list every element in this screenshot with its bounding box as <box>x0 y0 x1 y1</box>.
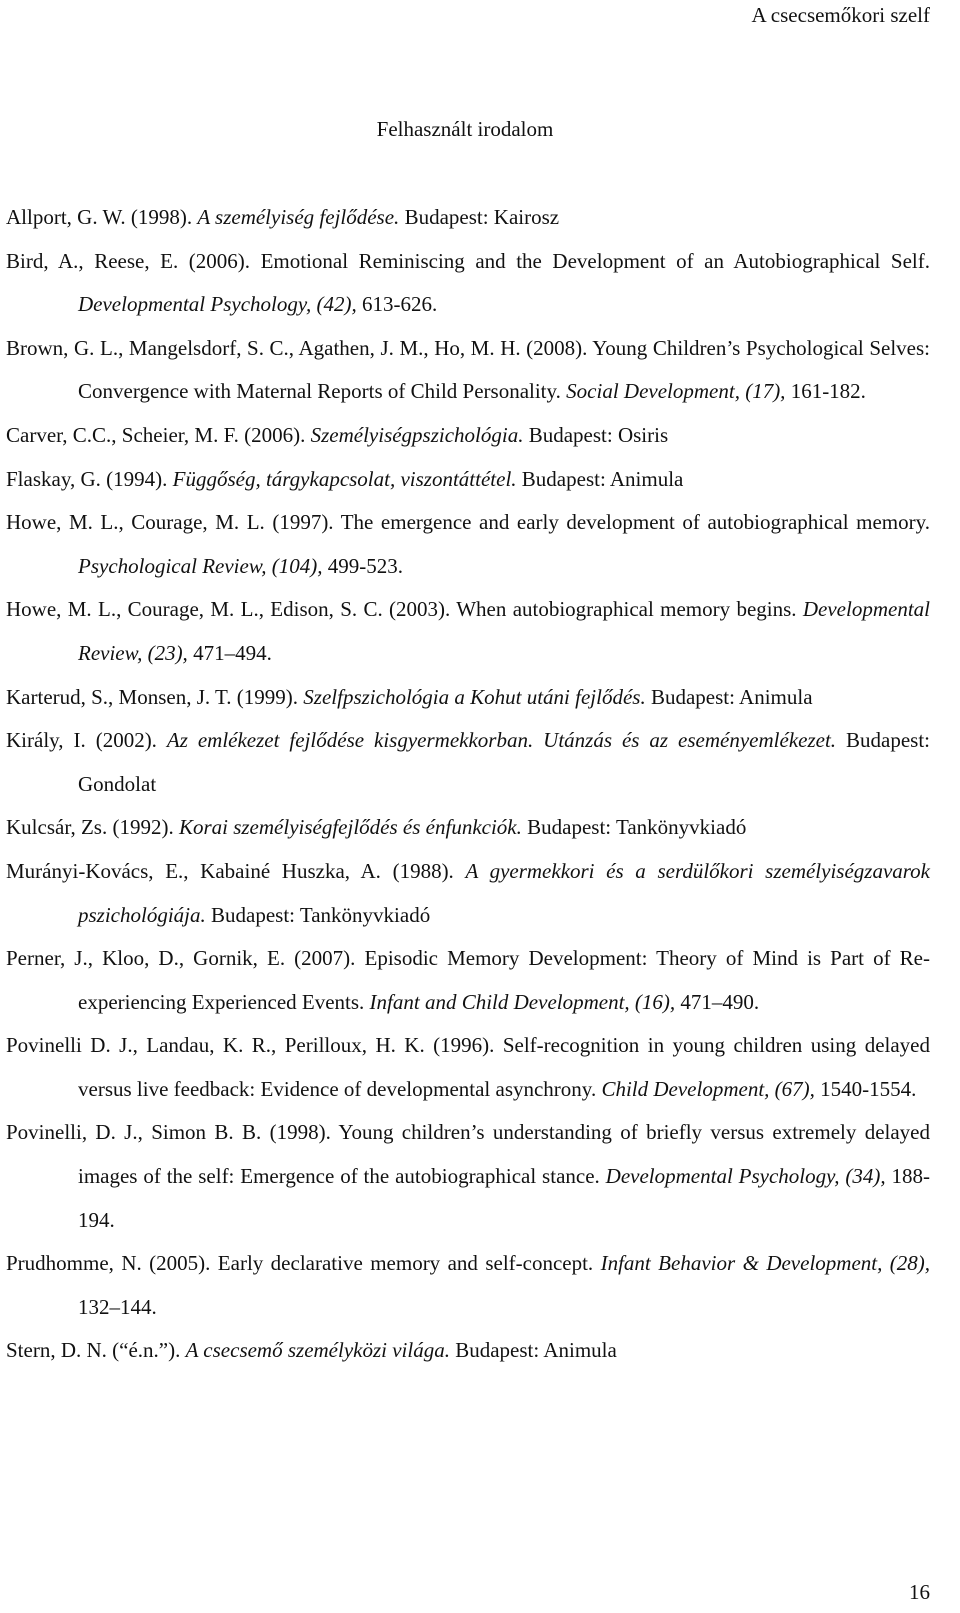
reference-item: Stern, D. N. (“é.n.”). A csecsemő személyközi világa. Budapest: Animula <box>6 1338 617 1363</box>
reference-list <box>6 196 930 1373</box>
reference-item: Povinelli D. J., Landau, K. R., Perilloux, H. K. (1996). Self-recognition in young children using delayed versus live feedback: Evidence of developmental asynchrony. Child Development, (67), 1540-1554. <box>6 1033 930 1101</box>
reference-item: Prudhomme, N. (2005). Early declarative memory and self-concept. Infant Behavior & Development, (28), 132–144. <box>6 1251 930 1319</box>
running-header: A csecsemőkori szelf <box>751 3 930 27</box>
reference-item: Karterud, S., Monsen, J. T. (1999). Szelfpszichológia a Kohut utáni fejlődés. Budapest: Animula <box>6 684 813 709</box>
reference-item: Király, I. (2002). Az emlékezet fejlődése kisgyermekkorban. Utánzás és az eseményemlékezet. Budapest: Gondolat <box>6 728 930 796</box>
reference-item: Howe, M. L., Courage, M. L. (1997). The emergence and early development of autobiographical memory. Psychological Review, (104), 499-523. <box>6 510 930 578</box>
reference-item: Kulcsár, Zs. (1992). Korai személyiségfejlődés és énfunkciók. Budapest: Tankönyvkiadó <box>6 815 747 840</box>
reference-item: Povinelli, D. J., Simon B. B. (1998). Young children’s understanding of briefly versus extremely delayed images of the self: Emergence of the autobiographical stance. Developmental Psychology, (34), 188-194. <box>6 1120 931 1232</box>
page-number: 16 <box>909 1580 930 1604</box>
section-title: Felhasznált irodalom <box>376 117 554 141</box>
reference-item: Perner, J., Kloo, D., Gornik, E. (2007). Episodic Memory Development: Theory of Mind is Part of Re-experiencing Experienced Events. Infant and Child Development, (16), 471–490. <box>6 946 930 1014</box>
reference-item: Carver, C.C., Scheier, M. F. (2006). Személyiségpszichológia. Budapest: Osiris <box>6 422 669 447</box>
reference-item: Howe, M. L., Courage, M. L., Edison, S. C. (2003). When autobiographical memory begins. Developmental Review, (23), 471–494. <box>6 597 930 665</box>
reference-item: Bird, A., Reese, E. (2006). Emotional Reminiscing and the Development of an Autobiographical Self. Developmental Psychology, (42), 613-626. <box>6 248 930 317</box>
reference-item: Flaskay, G. (1994). Függőség, tárgykapcsolat, viszontáttétel. Budapest: Animula <box>6 466 684 491</box>
reference-item: Murányi-Kovács, E., Kabainé Huszka, A. (1988). A gyermekkori és a serdülőkori személyiségzavarok pszichológiája. Budapest: Tankönyvkiadó <box>6 858 931 927</box>
reference-item: Brown, G. L., Mangelsdorf, S. C., Agathen, J. M., Ho, M. H. (2008). Young Children’s Psychological Selves: Convergence with Maternal Reports of Child Personality. Social Development, (17), 161-182. <box>6 335 930 404</box>
reference-item: Allport, G. W. (1998). A személyiség fejlődése. Budapest: Kairosz <box>6 205 560 229</box>
